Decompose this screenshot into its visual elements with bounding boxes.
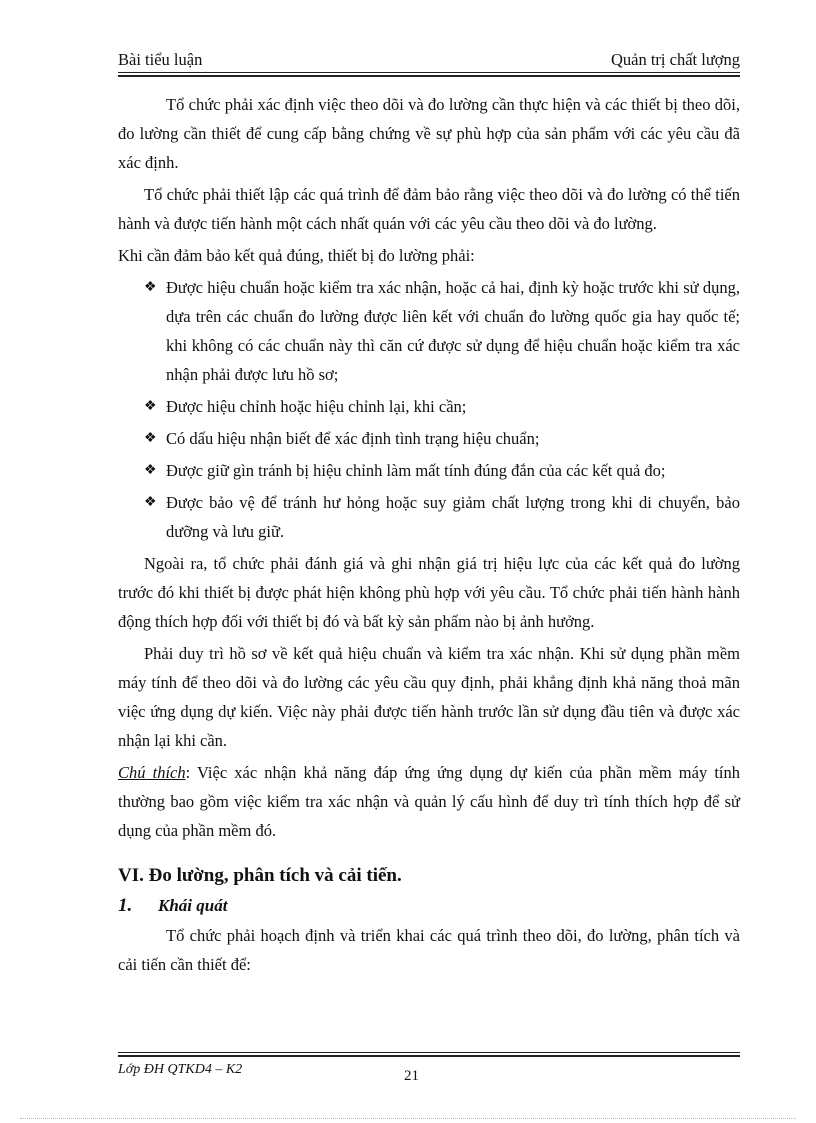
document-body xyxy=(118,90,740,982)
bullet-item xyxy=(118,456,740,485)
subsection-heading xyxy=(118,893,740,919)
paragraph-5: Phải duy trì hồ sơ về kết quả hiệu chuẩn và kiểm tra xác nhận. Khi sử dụng phần mềm máy tính để theo dõi và đo lường các yêu cầu quy định, phải khẳng định khả năng thoả mãn việc ứng dụng dự kiến. Việc này phải được tiến hành trước lần sử dụng đầu tiên và được xác nhận lại khi cần. xyxy=(118,644,740,750)
header-rule-thick xyxy=(118,75,740,77)
diamond-bullet-icon: ❖ xyxy=(144,431,157,446)
bullet-text: Có dấu hiệu nhận biết để xác định tình trạng hiệu chuẩn; xyxy=(166,429,540,448)
diamond-bullet-icon: ❖ xyxy=(144,495,157,510)
bullet-text: Được hiệu chuẩn hoặc kiểm tra xác nhận, hoặc cả hai, định kỳ hoặc trước khi sử dụng, dựa trên các chuẩn đo lường được liên kết với chuẩn đo lường quốc gia hay quốc tế; khi không có các chuẩn này thì căn cứ được sử dụng để hiệu chuẩn hoặc kiểm tra xác nhận phải được lưu hồ sơ; xyxy=(166,278,740,384)
note-text: : Việc xác nhận khả năng đáp ứng ứng dụng dự kiến của phần mềm máy tính thường bao gồm việc kiểm tra xác nhận và quản lý cấu hình để duy trì tính thích hợp để sử dụng của phần mềm đó. xyxy=(118,763,740,840)
subsection-number: 1. xyxy=(118,895,133,916)
paragraph-6: Tổ chức phải hoạch định và triển khai các quá trình theo dõi, đo lường, phân tích và cải tiến cần thiết để: xyxy=(118,926,740,974)
section-heading: VI. Đo lường, phân tích và cải tiến. xyxy=(118,865,402,886)
header-left-title: Bài tiểu luận xyxy=(118,50,203,69)
paragraph-4: Ngoài ra, tổ chức phải đánh giá và ghi nhận giá trị hiệu lực của các kết quả đo lường trước đó khi thiết bị được phát hiện không phù hợp với yêu cầu. Tổ chức phải tiến hành hành động thích hợp đối với thiết bị đó và bất kỳ sản phẩm nào bị ảnh hưởng. xyxy=(118,554,740,631)
diamond-bullet-icon: ❖ xyxy=(144,399,157,414)
diamond-bullet-icon: ❖ xyxy=(144,280,157,295)
bullet-item xyxy=(118,424,740,453)
header-right-title: Quản trị chất lượng xyxy=(610,50,740,69)
note-label: Chú thích xyxy=(118,763,186,782)
diamond-bullet-icon: ❖ xyxy=(144,463,157,478)
page-header xyxy=(118,50,740,72)
bullet-text: Được giữ gìn tránh bị hiệu chỉnh làm mất tính đúng đắn của các kết quả đo; xyxy=(166,461,666,480)
note-paragraph xyxy=(118,758,740,845)
footer-rule-thick xyxy=(118,1055,740,1057)
subsection-title: Khái quát xyxy=(158,896,228,915)
bullet-item xyxy=(118,273,740,389)
paragraph-3: Khi cần đảm bảo kết quả đúng, thiết bị đo lường phải: xyxy=(118,246,475,265)
page-bottom-dotted-line xyxy=(20,1118,796,1119)
bullet-text: Được hiệu chỉnh hoặc hiệu chỉnh lại, khi cần; xyxy=(166,397,467,416)
paragraph-1: Tổ chức phải xác định việc theo dõi và đo lường cần thực hiện và các thiết bị theo dõi, đo lường cần thiết để cung cấp bằng chứng về sự phù hợp của sản phẩm với các yêu cầu đã xác định. xyxy=(118,95,740,172)
bullet-item xyxy=(118,392,740,421)
footer-class-label: Lớp ĐH QTKD4 – K2 xyxy=(118,1062,243,1077)
footer-rule-thin-top xyxy=(118,1052,740,1053)
bullet-text: Được bảo vệ để tránh hư hỏng hoặc suy giảm chất lượng trong khi di chuyển, bảo dưỡng và lưu giữ. xyxy=(166,493,740,541)
header-rule-thin xyxy=(118,72,740,73)
paragraph-2: Tổ chức phải thiết lập các quá trình để đảm bảo rằng việc theo dõi và đo lường có thể tiến hành và được tiến hành một cách nhất quán với các yêu cầu theo dõi và đo lường. xyxy=(118,185,740,233)
page-number: 21 xyxy=(404,1068,419,1084)
bullet-item xyxy=(118,488,740,546)
